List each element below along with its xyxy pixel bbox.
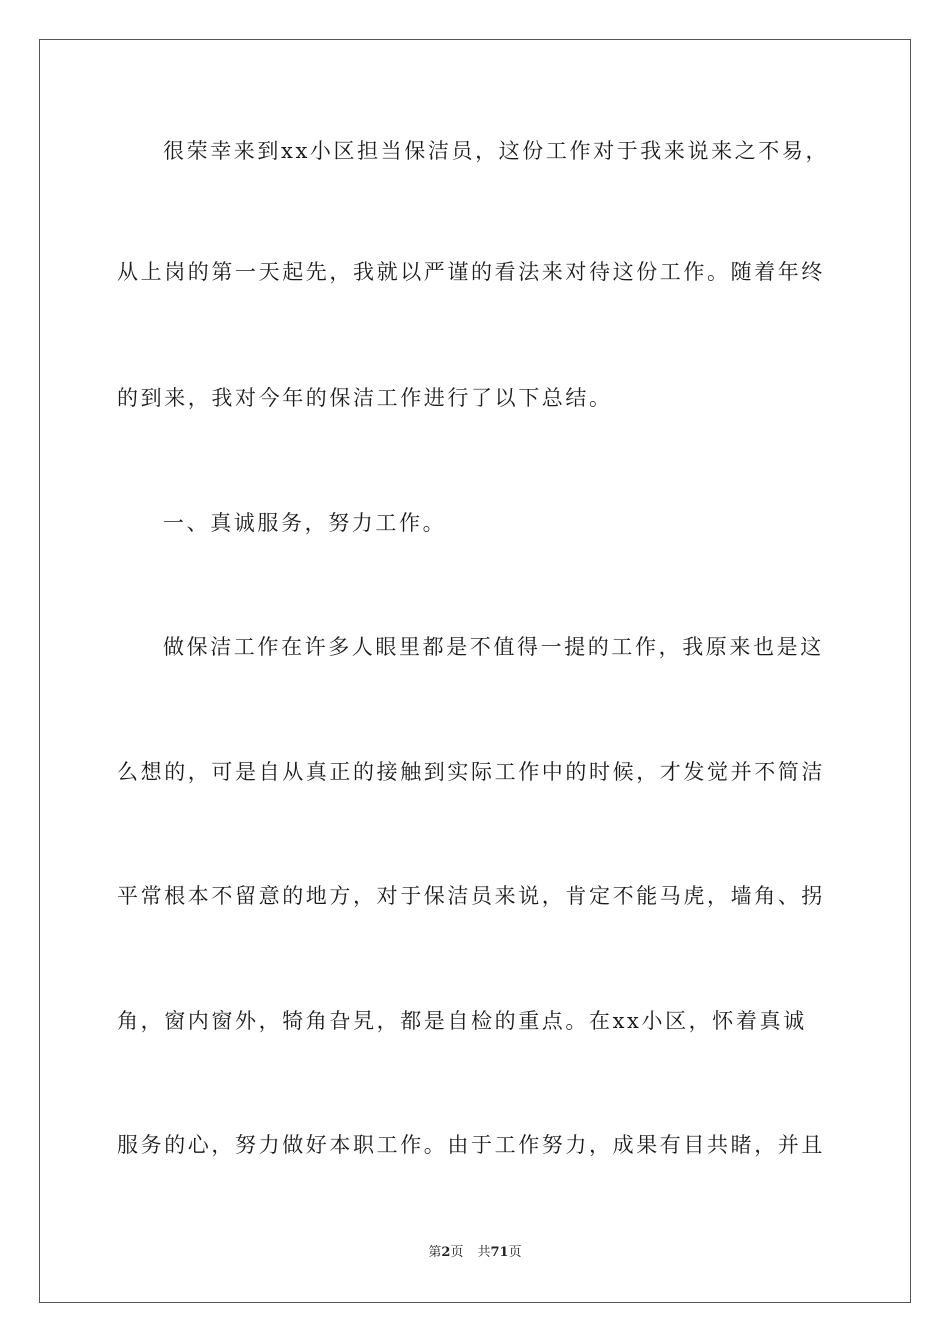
total-suffix: 页 [508,1245,522,1260]
page-border [39,39,911,1303]
page-footer [0,1243,950,1263]
body-line-1: 很荣幸来到xx小区担当保洁员，这份工作对于我来说来之不易， [163,139,830,163]
section-heading: 一、真诚服务，努力工作。 [163,511,447,535]
body-line-7: 平常根本不留意的地方，对于保洁员来说，肯定不能马虎，墙角、拐 [117,884,825,908]
total-pages: 71 [490,1245,509,1260]
body-line-9: 服务的心，努力做好本职工作。由于工作努力，成果有目共睹，并且 [117,1133,825,1157]
body-line-2: 从上岗的第一天起先，我就以严谨的看法来对待这份工作。随着年终 [117,260,825,284]
page-suffix: 页 [450,1245,464,1260]
body-line-6: 么想的，可是自从真正的接触到实际工作中的时候，才发觉并不简洁 [117,760,825,784]
body-line-8: 角，窗内窗外，犄角旮旯，都是自检的重点。在xx小区，怀着真诚 [117,1009,807,1033]
page-prefix: 第 [428,1245,442,1260]
body-line-5: 做保洁工作在许多人眼里都是不值得一提的工作，我原来也是这 [163,635,824,659]
page-number: 2 [441,1245,451,1260]
total-prefix: 共 [477,1245,491,1260]
body-line-3: 的到来，我对今年的保洁工作进行了以下总结。 [117,386,613,410]
